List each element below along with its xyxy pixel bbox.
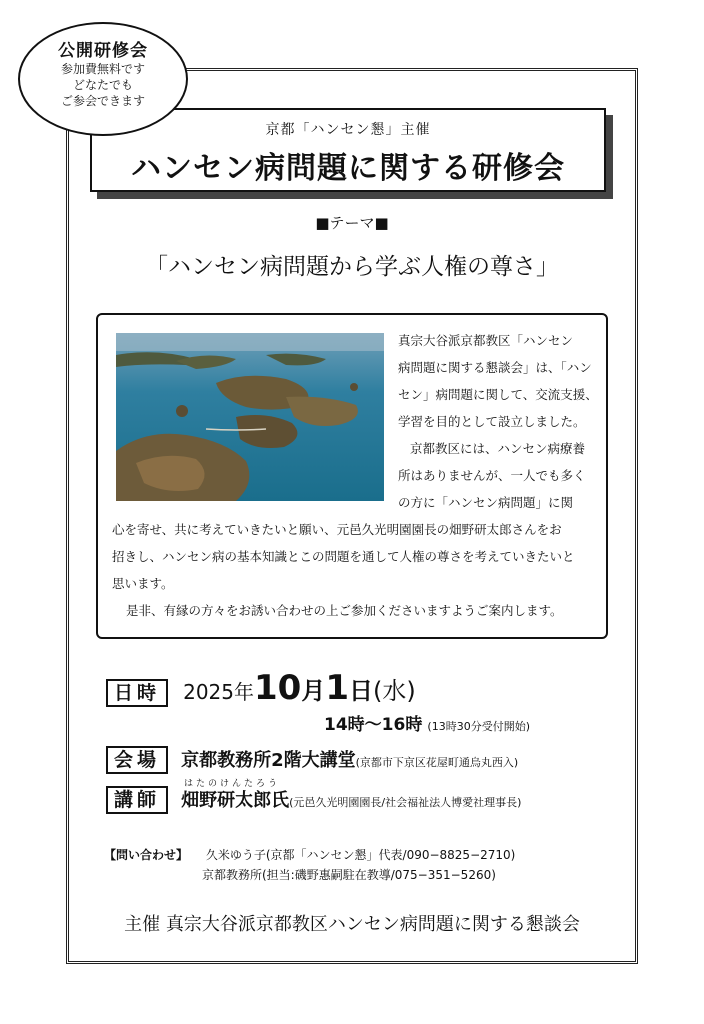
intro-text-line: セン」病問題に関して、交流支援、: [398, 387, 598, 402]
intro-text-line: 是非、有縁の方々をお誘い合わせの上ご参加くださいますようご案内します。: [126, 603, 563, 618]
public-seminar-badge: [18, 22, 188, 136]
intro-text-line: 真宗大谷派京都教区「ハンセン: [398, 333, 574, 348]
intro-text-line: 思います。: [112, 576, 174, 591]
venue-name: 京都教務所2階大講堂: [181, 750, 356, 771]
event-month-unit: 月: [301, 677, 326, 705]
intro-text-line: 学習を目的として設立しました。: [398, 414, 586, 429]
footer-organizer: 主催 真宗大谷派京都教区ハンセン病問題に関する懇談会: [124, 914, 580, 935]
theme-text: 「ハンセン病問題から学ぶ人権の尊さ」: [145, 254, 559, 280]
intro-box: [96, 313, 608, 639]
badge-line: 参加費無料です: [60, 62, 145, 76]
aerial-islands-photo: [116, 333, 384, 501]
event-day-unit: 日: [349, 677, 374, 705]
datetime-label: 日時: [106, 679, 168, 707]
event-weekday: (水): [373, 677, 416, 705]
lecturer-row: [106, 786, 521, 814]
lecturer-title: (元邑久光明園園長/社会福祉法人博愛社理事長): [289, 796, 522, 809]
event-day: 1: [325, 668, 350, 708]
organizer-subtitle: 京都「ハンセン懇」主催: [265, 122, 431, 138]
title-box: [90, 108, 606, 192]
venue-row: [106, 746, 518, 774]
intro-text-line: 所はありませんが、一人でも多く: [398, 468, 586, 483]
contact-line: 久米ゆう子(京都「ハンセン懇」代表/090−8825−2710): [205, 848, 516, 862]
lecturer-ruby: はたのけんたろう: [184, 779, 281, 789]
intro-text-line: 招きし、ハンセン病の基本知識とこの問題を通して人権の尊さを考えていきたいと: [112, 549, 575, 564]
datetime-row: [106, 668, 416, 708]
theme-label: ■テーマ■: [315, 214, 389, 232]
event-year: 2025年: [183, 680, 255, 704]
venue-address: (京都市下京区花屋町通烏丸西入): [355, 756, 519, 769]
time-row: [324, 710, 530, 735]
lecturer-name: 畑野研太郎氏: [181, 790, 290, 811]
intro-text-line: 京都教区には、ハンセン病療養: [410, 441, 586, 456]
reception-time: (13時30分受付開始): [427, 720, 530, 733]
contact-label: 【問い合わせ】: [104, 848, 189, 862]
badge-title: 公開研修会: [58, 41, 148, 61]
intro-text-line: 心を寄せ、共に考えていきたいと願い、元邑久光明園園長の畑野研太郎さんをお: [112, 522, 562, 537]
lecturer-label: 講師: [106, 786, 168, 814]
venue-label: 会場: [106, 746, 168, 774]
contact-line-2: 京都教務所(担当:磯野惠嗣駐在教導/075−351−5260): [202, 868, 496, 882]
intro-text-line: 病問題に関する懇談会」は、「ハン: [398, 360, 592, 375]
contact-row: [104, 846, 515, 863]
event-time: 14時〜16時: [324, 715, 423, 735]
intro-text-line: の方に「ハンセン病問題」に関: [398, 495, 574, 510]
event-month: 10: [254, 668, 302, 708]
badge-line: ご参会できます: [60, 94, 145, 108]
page-title: ハンセン病問題に関する研修会: [131, 151, 565, 186]
badge-line: どなたでも: [72, 78, 133, 92]
